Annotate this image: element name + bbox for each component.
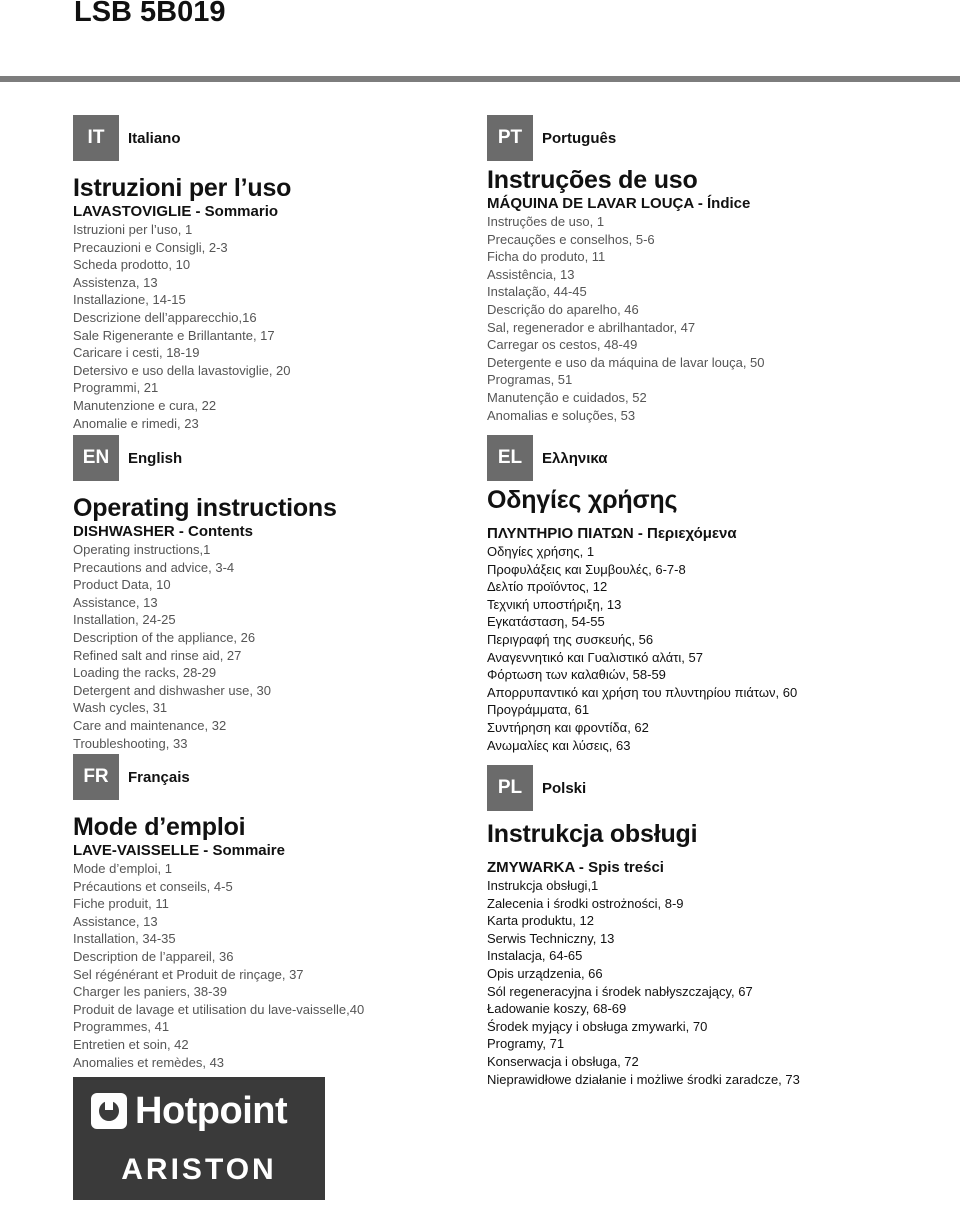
logo-brand-line: Hotpoint xyxy=(135,1090,288,1132)
section-title: Οδηγίες χρήσης xyxy=(487,486,678,514)
section-subtitle: LAVE-VAISSELLE - Sommaire xyxy=(73,842,285,859)
contents-item: Description de l’appareil, 36 xyxy=(73,948,234,964)
contents-item: Refined salt and rinse aid, 27 xyxy=(73,647,242,663)
language-name: Ελληνικα xyxy=(542,450,608,467)
section-el xyxy=(487,435,927,754)
language-name: Polski xyxy=(542,780,587,797)
contents-item: Wash cycles, 31 xyxy=(73,700,168,716)
contents-item: Τεχνική υποστήριξη, 13 xyxy=(487,596,622,612)
section-pl xyxy=(487,765,927,1088)
contents-item: Product Data, 10 xyxy=(73,577,171,593)
language-name: Italiano xyxy=(128,130,181,147)
contents-item: Sale Rigenerante e Brillantante, 17 xyxy=(73,327,275,343)
contents-list xyxy=(73,541,513,752)
contents-item: Προγράμματα, 61 xyxy=(487,702,590,718)
contents-item: Karta produktu, 12 xyxy=(487,913,594,929)
language-code-badge: EL xyxy=(487,435,533,481)
section-title: Instrukcja obsługi xyxy=(487,820,698,848)
contents-item: Instalacja, 64-65 xyxy=(487,948,583,964)
contents-item: Troubleshooting, 33 xyxy=(73,735,188,751)
contents-item: Installation, 34-35 xyxy=(73,931,176,947)
contents-item: Sal, regenerador e abrilhantador, 47 xyxy=(487,319,696,335)
contents-item: Sel régénérant et Produit de rinçage, 37 xyxy=(73,966,304,982)
contents-item: Konserwacja i obsługa, 72 xyxy=(487,1053,639,1069)
contents-list xyxy=(487,543,927,754)
language-header xyxy=(73,435,513,481)
contents-item: Precauzioni e Consigli, 2-3 xyxy=(73,239,228,255)
contents-item: Instruções de uso, 1 xyxy=(487,214,605,229)
contents-item: Ładowanie koszy, 68-69 xyxy=(487,1001,627,1017)
section-subtitle: ZMYWARKA - Spis treści xyxy=(487,859,664,876)
language-header xyxy=(487,115,927,161)
contents-item: Manutenção e cuidados, 52 xyxy=(487,389,647,405)
contents-item: Detergent and dishwasher use, 30 xyxy=(73,682,272,698)
contents-item: Scheda prodotto, 10 xyxy=(73,257,191,273)
contents-item: Απορρυπαντικό και χρήση του πλυντηρίου πιάτων, 60 xyxy=(487,684,798,700)
language-name: Français xyxy=(128,769,190,786)
contents-item: Detersivo e uso della lavastoviglie, 20 xyxy=(73,362,291,378)
contents-item: Assistenza, 13 xyxy=(73,274,158,290)
contents-list xyxy=(487,877,927,1088)
contents-item: Instalação, 44-45 xyxy=(487,284,587,300)
contents-item: Δελτίο προϊόντος, 12 xyxy=(487,579,608,595)
section-title: Operating instructions xyxy=(73,494,337,522)
header-divider xyxy=(0,76,960,82)
contents-item: Anomalie e rimedi, 23 xyxy=(73,415,199,431)
language-header xyxy=(487,435,927,481)
section-subtitle: MÁQUINA DE LAVAR LOUÇA - Índice xyxy=(487,195,751,212)
contents-item: Detergente e uso da máquina de lavar louça, 50 xyxy=(487,354,765,370)
contents-item: Εγκατάσταση, 54-55 xyxy=(487,614,605,630)
language-code-badge: PL xyxy=(487,765,533,811)
contents-item: Anomalias e soluções, 53 xyxy=(487,407,636,423)
contents-item: Φόρτωση των καλαθιών, 58-59 xyxy=(487,667,666,683)
contents-item: Programas, 51 xyxy=(487,372,573,388)
contents-item: Assistance, 13 xyxy=(73,594,158,610)
section-subtitle: LAVASTOVIGLIE - Sommario xyxy=(73,203,279,220)
model-number: LSB 5B019 xyxy=(74,0,226,28)
language-code-badge: PT xyxy=(487,115,533,161)
logo-sub-brand-line: ARISTON xyxy=(121,1153,277,1186)
contents-item: Programy, 71 xyxy=(487,1036,565,1052)
contents-item: Loading the racks, 28-29 xyxy=(73,665,217,681)
contents-item: Sól regeneracyjna i środek nabłyszczający, 67 xyxy=(487,983,753,999)
contents-item: Manutenzione e cura, 22 xyxy=(73,397,217,413)
section-it xyxy=(73,115,513,432)
language-code-badge: IT xyxy=(73,115,119,161)
contents-item: Środek myjący i obsługa zmywarki, 70 xyxy=(487,1018,708,1034)
contents-item: Operating instructions,1 xyxy=(73,542,211,557)
contents-item: Instrukcja obsługi,1 xyxy=(487,878,599,893)
contents-item: Assistance, 13 xyxy=(73,913,158,929)
contents-item: Installation, 24-25 xyxy=(73,612,176,628)
contents-item: Οδηγίες χρήσης, 1 xyxy=(487,544,595,559)
language-name: Português xyxy=(542,130,617,147)
contents-item: Care and maintenance, 32 xyxy=(73,717,227,733)
contents-item: Anomalies et remèdes, 43 xyxy=(73,1054,225,1070)
contents-item: Αναγεννητικό και Γυαλιστικό αλάτι, 57 xyxy=(487,649,703,665)
contents-item: Serwis Techniczny, 13 xyxy=(487,930,615,946)
contents-item: Charger les paniers, 38-39 xyxy=(73,984,227,1000)
contents-item: Nieprawidłowe działanie i możliwe środki zaradcze, 73 xyxy=(487,1071,800,1087)
contents-item: Caricare i cesti, 18-19 xyxy=(73,345,200,361)
contents-item: Programmes, 41 xyxy=(73,1019,170,1035)
contents-item: Mode d’emploi, 1 xyxy=(73,861,172,876)
contents-item: Precauções e conselhos, 5-6 xyxy=(487,231,655,247)
contents-item: Ficha do produto, 11 xyxy=(487,249,606,265)
contents-item: Fiche produit, 11 xyxy=(73,896,169,912)
contents-item: Descrizione dell’apparecchio,16 xyxy=(73,309,257,325)
section-title: Instruções de uso xyxy=(487,166,698,194)
contents-item: Entretien et soin, 42 xyxy=(73,1036,189,1052)
language-header xyxy=(73,115,513,161)
hotpoint-power-icon xyxy=(91,1093,127,1129)
contents-list xyxy=(487,213,927,424)
contents-item: Installazione, 14-15 xyxy=(73,292,186,308)
language-code-badge: FR xyxy=(73,754,119,800)
contents-item: Zalecenia i środki ostrożności, 8-9 xyxy=(487,895,684,911)
contents-item: Carregar os cestos, 48-49 xyxy=(487,337,638,353)
contents-list xyxy=(73,860,513,1071)
contents-list xyxy=(73,221,513,432)
section-subtitle: ΠΛΥΝΤΗΡΙΟ ΠΙΑΤΩΝ - Περιεχόμενα xyxy=(487,525,737,542)
contents-item: Précautions et conseils, 4-5 xyxy=(73,878,233,894)
section-en xyxy=(73,435,513,752)
contents-item: Προφυλάξεις και Συμβουλές, 6-7-8 xyxy=(487,561,686,577)
contents-item: Produit de lavage et utilisation du lave-vaisselle,40 xyxy=(73,1001,365,1017)
language-code-badge: EN xyxy=(73,435,119,481)
section-fr xyxy=(73,754,513,1071)
contents-item: Συντήρηση και φροντίδα, 62 xyxy=(487,719,649,735)
language-name: English xyxy=(128,450,183,467)
section-pt xyxy=(487,115,927,424)
contents-item: Descrição do aparelho, 46 xyxy=(487,301,639,317)
contents-item: Precautions and advice, 3-4 xyxy=(73,559,235,575)
language-header xyxy=(487,765,927,811)
contents-item: Assistência, 13 xyxy=(487,266,575,282)
language-header xyxy=(73,754,513,800)
section-title: Mode d’emploi xyxy=(73,813,246,841)
section-subtitle: DISHWASHER - Contents xyxy=(73,523,253,540)
contents-item: Istruzioni per l’uso, 1 xyxy=(73,222,193,237)
contents-item: Opis urządzenia, 66 xyxy=(487,965,603,981)
contents-item: Description of the appliance, 26 xyxy=(73,629,256,645)
contents-item: Περιγραφή της συσκευής, 56 xyxy=(487,631,654,647)
hotpoint-ariston-logo xyxy=(73,1077,325,1200)
section-title: Istruzioni per l’uso xyxy=(73,174,292,202)
contents-item: Ανωμαλίες και λύσεις, 63 xyxy=(487,737,631,753)
contents-item: Programmi, 21 xyxy=(73,380,159,396)
